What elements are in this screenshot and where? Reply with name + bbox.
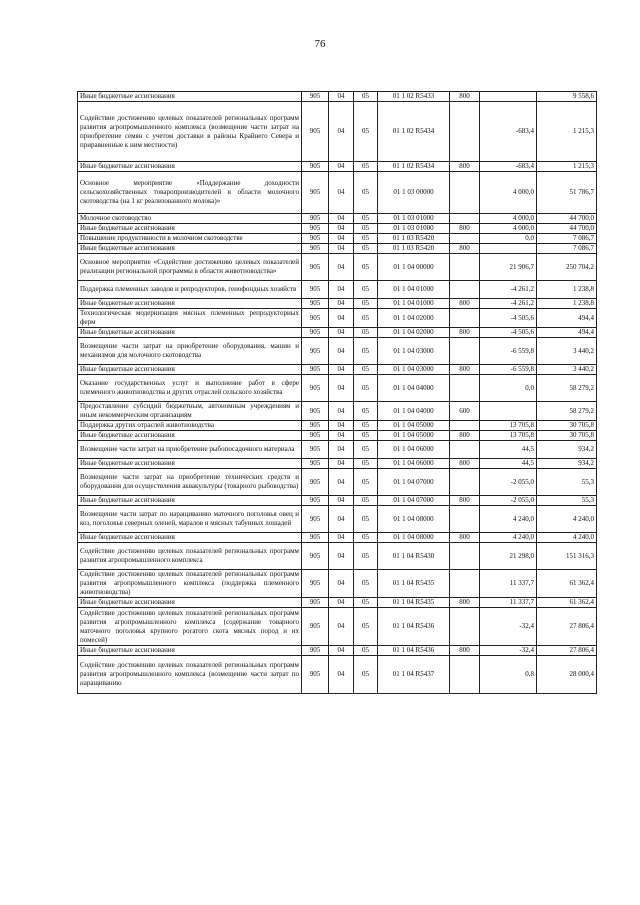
total-amount: 3 440,2 bbox=[537, 365, 597, 375]
target-article-code: 01 1 04 03000 bbox=[378, 338, 450, 365]
total-amount: 4 240,0 bbox=[537, 506, 597, 533]
section-code: 04 bbox=[329, 234, 354, 244]
subsection-code: 05 bbox=[354, 244, 378, 254]
ministry-code: 905 bbox=[302, 459, 329, 469]
change-amount: 21 906,7 bbox=[480, 254, 537, 281]
total-amount: 934,2 bbox=[537, 459, 597, 469]
change-amount: -4 505,6 bbox=[480, 309, 537, 328]
expense-type-code bbox=[450, 421, 480, 431]
total-amount: 9 558,6 bbox=[537, 92, 597, 102]
row-name: Иные бюджетные ассигнования bbox=[78, 162, 302, 172]
change-amount: 4 000,0 bbox=[480, 224, 537, 234]
table-row bbox=[78, 375, 597, 402]
target-article-code: 01 1 04 R5437 bbox=[378, 656, 450, 694]
expense-type-code bbox=[450, 214, 480, 224]
target-article-code: 01 1 04 06000 bbox=[378, 459, 450, 469]
ministry-code: 905 bbox=[302, 92, 329, 102]
row-name: Технологическая модернизация мясных племенных репродукторных ферм bbox=[78, 309, 302, 328]
ministry-code: 905 bbox=[302, 214, 329, 224]
row-name: Возмещение части затрат по наращиванию маточного поголовья овец и коз, поголовья северных оленей, маралов и мясных табунных лошадей bbox=[78, 506, 302, 533]
subsection-code: 05 bbox=[354, 608, 378, 646]
table-row bbox=[78, 172, 597, 214]
ministry-code: 905 bbox=[302, 421, 329, 431]
section-code: 04 bbox=[329, 608, 354, 646]
table-row bbox=[78, 469, 597, 496]
expense-type-code bbox=[450, 172, 480, 214]
ministry-code: 905 bbox=[302, 469, 329, 496]
change-amount: -683,4 bbox=[480, 102, 537, 162]
row-name: Иные бюджетные ассигнования bbox=[78, 299, 302, 309]
total-amount: 30 705,8 bbox=[537, 431, 597, 441]
expense-type-code: 800 bbox=[450, 431, 480, 441]
target-article-code: 01 1 04 R5435 bbox=[378, 598, 450, 608]
subsection-code: 05 bbox=[354, 172, 378, 214]
expense-type-code bbox=[450, 506, 480, 533]
table-row bbox=[78, 328, 597, 338]
table-row bbox=[78, 281, 597, 299]
expense-type-code bbox=[450, 469, 480, 496]
table-row bbox=[78, 309, 597, 328]
section-code: 04 bbox=[329, 533, 354, 543]
target-article-code: 01 1 04 02000 bbox=[378, 309, 450, 328]
expense-type-code: 800 bbox=[450, 496, 480, 506]
row-name: Предоставление субсидий бюджетным, автономным учреждениям и иным некоммерческим организациям bbox=[78, 402, 302, 421]
table-row bbox=[78, 365, 597, 375]
section-code: 04 bbox=[329, 309, 354, 328]
row-name: Повышение продуктивности в молочном скотоводстве bbox=[78, 234, 302, 244]
target-article-code: 01 1 04 R5430 bbox=[378, 543, 450, 570]
subsection-code: 05 bbox=[354, 543, 378, 570]
target-article-code: 01 1 04 00000 bbox=[378, 254, 450, 281]
subsection-code: 05 bbox=[354, 459, 378, 469]
expense-type-code: 800 bbox=[450, 646, 480, 656]
row-name: Содействие достижению целевых показателей региональных программ развития агропромышленного комплекса bbox=[78, 543, 302, 570]
total-amount: 58 279,2 bbox=[537, 402, 597, 421]
subsection-code: 05 bbox=[354, 402, 378, 421]
section-code: 04 bbox=[329, 375, 354, 402]
expense-type-code: 800 bbox=[450, 598, 480, 608]
change-amount: -683,4 bbox=[480, 162, 537, 172]
row-name: Иные бюджетные ассигнования bbox=[78, 244, 302, 254]
change-amount: -32,4 bbox=[480, 608, 537, 646]
ministry-code: 905 bbox=[302, 224, 329, 234]
table-row bbox=[78, 254, 597, 281]
change-amount: -6 559,8 bbox=[480, 365, 537, 375]
section-code: 04 bbox=[329, 469, 354, 496]
section-code: 04 bbox=[329, 402, 354, 421]
total-amount: 27 806,4 bbox=[537, 608, 597, 646]
total-amount: 1 238,8 bbox=[537, 299, 597, 309]
total-amount: 250 704,2 bbox=[537, 254, 597, 281]
table-row bbox=[78, 244, 597, 254]
expense-type-code bbox=[450, 656, 480, 694]
ministry-code: 905 bbox=[302, 496, 329, 506]
total-amount: 151 316,3 bbox=[537, 543, 597, 570]
expense-type-code bbox=[450, 608, 480, 646]
ministry-code: 905 bbox=[302, 254, 329, 281]
expense-type-code bbox=[450, 375, 480, 402]
row-name: Возмещение части затрат на приобретение технических средств и оборудования для осуществления аквакультуры (товарного рыбоводства) bbox=[78, 469, 302, 496]
section-code: 04 bbox=[329, 328, 354, 338]
ministry-code: 905 bbox=[302, 309, 329, 328]
target-article-code: 01 1 04 07000 bbox=[378, 496, 450, 506]
subsection-code: 05 bbox=[354, 281, 378, 299]
table-row bbox=[78, 506, 597, 533]
target-article-code: 01 1 04 02000 bbox=[378, 328, 450, 338]
table-row bbox=[78, 234, 597, 244]
target-article-code: 01 1 04 R5436 bbox=[378, 646, 450, 656]
subsection-code: 05 bbox=[354, 506, 378, 533]
ministry-code: 905 bbox=[302, 338, 329, 365]
table-row bbox=[78, 496, 597, 506]
expense-type-code: 800 bbox=[450, 92, 480, 102]
expense-type-code bbox=[450, 234, 480, 244]
total-amount: 44 700,0 bbox=[537, 214, 597, 224]
total-amount: 4 240,0 bbox=[537, 533, 597, 543]
ministry-code: 905 bbox=[302, 533, 329, 543]
expense-type-code bbox=[450, 254, 480, 281]
row-name: Поддержка других отраслей животноводства bbox=[78, 421, 302, 431]
section-code: 04 bbox=[329, 244, 354, 254]
expense-type-code: 600 bbox=[450, 402, 480, 421]
section-code: 04 bbox=[329, 506, 354, 533]
subsection-code: 05 bbox=[354, 328, 378, 338]
budget-table bbox=[77, 91, 597, 694]
section-code: 04 bbox=[329, 281, 354, 299]
table-row bbox=[78, 92, 597, 102]
total-amount: 3 440,2 bbox=[537, 338, 597, 365]
table-row bbox=[78, 224, 597, 234]
total-amount: 28 000,4 bbox=[537, 656, 597, 694]
target-article-code: 01 1 02 R5434 bbox=[378, 162, 450, 172]
section-code: 04 bbox=[329, 656, 354, 694]
target-article-code: 01 1 03 00000 bbox=[378, 172, 450, 214]
total-amount: 7 086,7 bbox=[537, 244, 597, 254]
table-row bbox=[78, 570, 597, 598]
target-article-code: 01 1 03 R5420 bbox=[378, 244, 450, 254]
change-amount: -2 055,0 bbox=[480, 469, 537, 496]
subsection-code: 05 bbox=[354, 496, 378, 506]
table-row bbox=[78, 431, 597, 441]
ministry-code: 905 bbox=[302, 431, 329, 441]
subsection-code: 05 bbox=[354, 224, 378, 234]
change-amount: 0,0 bbox=[480, 234, 537, 244]
table-row bbox=[78, 598, 597, 608]
subsection-code: 05 bbox=[354, 299, 378, 309]
change-amount: -4 505,6 bbox=[480, 328, 537, 338]
total-amount: 494,4 bbox=[537, 328, 597, 338]
expense-type-code: 800 bbox=[450, 299, 480, 309]
total-amount: 1 238,8 bbox=[537, 281, 597, 299]
change-amount: 0,0 bbox=[480, 375, 537, 402]
total-amount: 1 215,3 bbox=[537, 102, 597, 162]
change-amount: 4 240,0 bbox=[480, 506, 537, 533]
section-code: 04 bbox=[329, 543, 354, 570]
section-code: 04 bbox=[329, 459, 354, 469]
row-name: Молочное скотоводство bbox=[78, 214, 302, 224]
row-name: Иные бюджетные ассигнования bbox=[78, 598, 302, 608]
ministry-code: 905 bbox=[302, 570, 329, 598]
target-article-code: 01 1 04 05000 bbox=[378, 421, 450, 431]
ministry-code: 905 bbox=[302, 244, 329, 254]
table-row bbox=[78, 533, 597, 543]
total-amount: 934,2 bbox=[537, 441, 597, 459]
total-amount: 30 705,8 bbox=[537, 421, 597, 431]
row-name: Возмещение части затрат на приобретение рыбопосадочного материала bbox=[78, 441, 302, 459]
target-article-code: 01 1 03 01000 bbox=[378, 214, 450, 224]
change-amount: 4 000,0 bbox=[480, 214, 537, 224]
ministry-code: 905 bbox=[302, 102, 329, 162]
subsection-code: 05 bbox=[354, 375, 378, 402]
row-name: Иные бюджетные ассигнования bbox=[78, 459, 302, 469]
table-row bbox=[78, 656, 597, 694]
row-name: Основное мероприятие «Содействие достижению целевых показателей реализации региональной программы в области животноводства» bbox=[78, 254, 302, 281]
ministry-code: 905 bbox=[302, 506, 329, 533]
change-amount: 44,5 bbox=[480, 441, 537, 459]
subsection-code: 05 bbox=[354, 441, 378, 459]
change-amount bbox=[480, 244, 537, 254]
row-name: Оказание государственных услуг и выполнение работ в сфере племенного животноводства и других отраслей сельского хозяйства bbox=[78, 375, 302, 402]
change-amount bbox=[480, 402, 537, 421]
target-article-code: 01 1 03 R5420 bbox=[378, 234, 450, 244]
ministry-code: 905 bbox=[302, 608, 329, 646]
ministry-code: 905 bbox=[302, 598, 329, 608]
row-name: Иные бюджетные ассигнования bbox=[78, 224, 302, 234]
change-amount: -32,4 bbox=[480, 646, 537, 656]
expense-type-code bbox=[450, 309, 480, 328]
total-amount: 58 279,2 bbox=[537, 375, 597, 402]
subsection-code: 05 bbox=[354, 338, 378, 365]
table-row bbox=[78, 214, 597, 224]
target-article-code: 01 1 04 03000 bbox=[378, 365, 450, 375]
section-code: 04 bbox=[329, 421, 354, 431]
change-amount: 11 337,7 bbox=[480, 570, 537, 598]
subsection-code: 05 bbox=[354, 92, 378, 102]
row-name: Иные бюджетные ассигнования bbox=[78, 365, 302, 375]
table-row bbox=[78, 459, 597, 469]
change-amount: 13 705,8 bbox=[480, 421, 537, 431]
target-article-code: 01 1 04 04000 bbox=[378, 375, 450, 402]
table-row bbox=[78, 299, 597, 309]
section-code: 04 bbox=[329, 570, 354, 598]
total-amount: 51 786,7 bbox=[537, 172, 597, 214]
change-amount: 4 240,0 bbox=[480, 533, 537, 543]
budget-table-body bbox=[78, 92, 597, 694]
change-amount: -6 559,8 bbox=[480, 338, 537, 365]
row-name: Иные бюджетные ассигнования bbox=[78, 431, 302, 441]
change-amount: -2 055,0 bbox=[480, 496, 537, 506]
expense-type-code: 800 bbox=[450, 459, 480, 469]
target-article-code: 01 1 04 R5435 bbox=[378, 570, 450, 598]
target-article-code: 01 1 04 01000 bbox=[378, 281, 450, 299]
subsection-code: 05 bbox=[354, 570, 378, 598]
target-article-code: 01 1 04 07000 bbox=[378, 469, 450, 496]
expense-type-code bbox=[450, 281, 480, 299]
table-row bbox=[78, 441, 597, 459]
total-amount: 494,4 bbox=[537, 309, 597, 328]
table-row bbox=[78, 543, 597, 570]
ministry-code: 905 bbox=[302, 375, 329, 402]
target-article-code: 01 1 04 08000 bbox=[378, 533, 450, 543]
total-amount: 61 362,4 bbox=[537, 570, 597, 598]
ministry-code: 905 bbox=[302, 656, 329, 694]
table-row bbox=[78, 608, 597, 646]
row-name: Иные бюджетные ассигнования bbox=[78, 646, 302, 656]
target-article-code: 01 1 04 04000 bbox=[378, 402, 450, 421]
total-amount: 27 806,4 bbox=[537, 646, 597, 656]
total-amount: 1 215,3 bbox=[537, 162, 597, 172]
section-code: 04 bbox=[329, 299, 354, 309]
subsection-code: 05 bbox=[354, 309, 378, 328]
table-row bbox=[78, 102, 597, 162]
target-article-code: 01 1 04 08000 bbox=[378, 506, 450, 533]
expense-type-code: 800 bbox=[450, 365, 480, 375]
total-amount: 7 086,7 bbox=[537, 234, 597, 244]
expense-type-code bbox=[450, 543, 480, 570]
subsection-code: 05 bbox=[354, 421, 378, 431]
subsection-code: 05 bbox=[354, 214, 378, 224]
subsection-code: 05 bbox=[354, 254, 378, 281]
subsection-code: 05 bbox=[354, 365, 378, 375]
row-name: Возмещение части затрат на приобретение оборудования, машин и механизмов для молочного скотоводства bbox=[78, 338, 302, 365]
subsection-code: 05 bbox=[354, 598, 378, 608]
subsection-code: 05 bbox=[354, 234, 378, 244]
ministry-code: 905 bbox=[302, 543, 329, 570]
ministry-code: 905 bbox=[302, 281, 329, 299]
ministry-code: 905 bbox=[302, 172, 329, 214]
table-row bbox=[78, 402, 597, 421]
expense-type-code: 800 bbox=[450, 533, 480, 543]
subsection-code: 05 bbox=[354, 431, 378, 441]
subsection-code: 05 bbox=[354, 102, 378, 162]
expense-type-code: 800 bbox=[450, 328, 480, 338]
row-name: Содействие достижению целевых показателей региональных программ развития агропромышленного комплекса (возмещение части затрат по наращиванию bbox=[78, 656, 302, 694]
target-article-code: 01 1 02 R5433 bbox=[378, 92, 450, 102]
expense-type-code: 800 bbox=[450, 244, 480, 254]
ministry-code: 905 bbox=[302, 402, 329, 421]
target-article-code: 01 1 04 01000 bbox=[378, 299, 450, 309]
section-code: 04 bbox=[329, 598, 354, 608]
section-code: 04 bbox=[329, 254, 354, 281]
change-amount: 0,8 bbox=[480, 656, 537, 694]
expense-type-code bbox=[450, 102, 480, 162]
subsection-code: 05 bbox=[354, 646, 378, 656]
table-row bbox=[78, 421, 597, 431]
expense-type-code bbox=[450, 441, 480, 459]
target-article-code: 01 1 04 R5436 bbox=[378, 608, 450, 646]
row-name: Содействие достижению целевых показателей региональных программ развития агропромышленного комплекса (возмещение части затрат на приобретение семян с учетом доставки в районы Крайнего Севера и приравненные к ним местности) bbox=[78, 102, 302, 162]
expense-type-code: 800 bbox=[450, 162, 480, 172]
section-code: 04 bbox=[329, 338, 354, 365]
total-amount: 55,3 bbox=[537, 496, 597, 506]
section-code: 04 bbox=[329, 102, 354, 162]
table-row bbox=[78, 162, 597, 172]
change-amount: 21 298,0 bbox=[480, 543, 537, 570]
expense-type-code: 800 bbox=[450, 224, 480, 234]
target-article-code: 01 1 04 06000 bbox=[378, 441, 450, 459]
total-amount: 55,3 bbox=[537, 469, 597, 496]
row-name: Содействие достижению целевых показателей региональных программ развития агропромышленного комплекса (содержание товарного маточного поголовья крупного рогатого скота мясных пород и их помесей) bbox=[78, 608, 302, 646]
ministry-code: 905 bbox=[302, 441, 329, 459]
change-amount: 4 000,0 bbox=[480, 172, 537, 214]
target-article-code: 01 1 02 R5434 bbox=[378, 102, 450, 162]
subsection-code: 05 bbox=[354, 162, 378, 172]
section-code: 04 bbox=[329, 431, 354, 441]
section-code: 04 bbox=[329, 92, 354, 102]
row-name: Иные бюджетные ассигнования bbox=[78, 533, 302, 543]
ministry-code: 905 bbox=[302, 328, 329, 338]
ministry-code: 905 bbox=[302, 299, 329, 309]
row-name: Иные бюджетные ассигнования bbox=[78, 92, 302, 102]
section-code: 04 bbox=[329, 441, 354, 459]
section-code: 04 bbox=[329, 646, 354, 656]
table-row bbox=[78, 646, 597, 656]
ministry-code: 905 bbox=[302, 234, 329, 244]
target-article-code: 01 1 04 05000 bbox=[378, 431, 450, 441]
row-name: Поддержка племенных заводов и репродукторов, генофондных хозяйств bbox=[78, 281, 302, 299]
row-name: Содействие достижению целевых показателей региональных программ развития агропромышленного комплекса (поддержка племенного животноводства) bbox=[78, 570, 302, 598]
section-code: 04 bbox=[329, 224, 354, 234]
change-amount: 13 705,8 bbox=[480, 431, 537, 441]
ministry-code: 905 bbox=[302, 365, 329, 375]
expense-type-code bbox=[450, 570, 480, 598]
ministry-code: 905 bbox=[302, 646, 329, 656]
table-row bbox=[78, 338, 597, 365]
change-amount: 11 337,7 bbox=[480, 598, 537, 608]
section-code: 04 bbox=[329, 214, 354, 224]
section-code: 04 bbox=[329, 496, 354, 506]
change-amount: -4 261,2 bbox=[480, 299, 537, 309]
change-amount bbox=[480, 92, 537, 102]
total-amount: 44 700,0 bbox=[537, 224, 597, 234]
section-code: 04 bbox=[329, 162, 354, 172]
row-name: Иные бюджетные ассигнования bbox=[78, 328, 302, 338]
section-code: 04 bbox=[329, 172, 354, 214]
subsection-code: 05 bbox=[354, 533, 378, 543]
section-code: 04 bbox=[329, 365, 354, 375]
page-number: 76 bbox=[314, 38, 326, 50]
expense-type-code bbox=[450, 338, 480, 365]
row-name: Иные бюджетные ассигнования bbox=[78, 496, 302, 506]
ministry-code: 905 bbox=[302, 162, 329, 172]
change-amount: 44,5 bbox=[480, 459, 537, 469]
subsection-code: 05 bbox=[354, 469, 378, 496]
subsection-code: 05 bbox=[354, 656, 378, 694]
change-amount: -4 261,2 bbox=[480, 281, 537, 299]
row-name: Основное мероприятие «Поддержание доходности сельскохозяйственных товаропроизводителей в области молочного скотоводства (на 1 кг реализованного молока)» bbox=[78, 172, 302, 214]
total-amount: 61 362,4 bbox=[537, 598, 597, 608]
target-article-code: 01 1 03 01000 bbox=[378, 224, 450, 234]
